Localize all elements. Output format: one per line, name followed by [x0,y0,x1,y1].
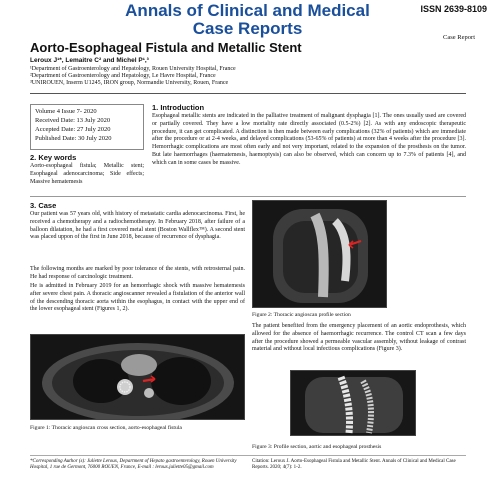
corresponding-author-note: *Corresponding Author (s): Juliette Leroux, Department of Hepato gastroenterology, Rouen University Hospital, 1 rue de Germont, 76000 ROUEN, France, E-mail : leroux.juliette05@gmail.com [30,459,237,470]
figure-3-caption: Figure 3: Profile section, aortic and esophageal prosthesis [252,444,382,450]
accepted-date: Accepted Date: 27 July 2020 [35,126,111,133]
figure-2-caption: Figure 2: Thoracic angioscan profile section [252,312,351,318]
header-divider [30,93,466,94]
article-info-box [30,104,144,150]
volume-info: Volume 4 Issue 7- 2020 [35,108,97,115]
figure-3-image [290,370,416,436]
figure-2-image [252,200,387,308]
ct-cross-section-graphic [31,335,245,420]
introduction-heading: 1. Introduction [152,103,205,112]
footer-divider [30,455,466,456]
case-heading: 3. Case [30,201,57,210]
case-paragraph-3: He is admitted in February 2019 for an hemorrhagic shock with massive hematemesis after severe chest pain. A thoracic angioscanner revealed a fistulation of the anterior wall of the descending thoracic aorta within the esophagus, in contact with the upper end of the lower esophageal stent (Figures 1, 2). [30,283,245,313]
article-type-label: Case Report [443,34,475,41]
case-paragraph-2: The following months are marked by poor tolerance of the stents, with retrosternal pain. He had response of carcinologic treatment. [30,266,245,280]
case-paragraph-1: Our patient was 57 years old, with history of metastatic cardia adenocarcinoma. First, he received a chemotherapy and a radiochemotherapy. In February 2018, after failure of a balloon dilatation, he had a first covered metal stent (Boston Wallflex™). A second stent was placed uppon of the first in June 2018, because of recurrence of dysphagia. [30,211,245,241]
author-list: Leroux J¹*, Lemaitre C² and Michel P¹,³ [30,57,149,64]
journal-title-line1: Annals of Clinical and Medical [125,1,370,20]
figure-1-caption: Figure 1: Thoracic angioscan cross section, aorto-esophageal fistula [30,425,182,431]
issn-label: ISSN 2639-8109 [420,4,487,14]
published-date: Published Date: 30 July 2020 [35,135,112,142]
ct-profile-graphic [253,201,387,308]
received-date: Received Date: 13 July 2020 [35,117,111,124]
keywords-heading: 2. Key words [30,153,77,162]
affiliation-2: ²Department of Gastroenterology and Hepatology, Le Havre Hospital, France [30,73,216,79]
keywords-text: Aorto-esophageal fistula; Metallic stent; Esophageal adenocarcinoma; Side effects; Massive hematemesis [30,163,144,185]
ct-prosthesis-graphic [291,371,416,436]
case-paragraph-4: The patient benefited from the emergency placement of an aortic endoprothesis, which allowed for the absence of haemorrhagic recurrence. The control CT scan a few days after the procedure showed a permeable vascular assembly, without leakage of contrast material and without local infectious complications (Figure 3). [252,323,466,353]
figure-1-image [30,334,245,420]
journal-title-line2: Case Reports [192,19,303,38]
section-divider [30,196,466,197]
article-title: Aorto-Esophageal Fistula and Metallic Stent [30,40,302,55]
citation-note: Citation: Leroux J. Aorto-Esophageal Fistula and Metallic Stent. Annals of Clinical and Medical Case Reports. 2020; 4(7): 1-2. [252,459,456,470]
affiliation-3: ³UNIROUEN, Inserm U1245, IRON group, Normandie University, Rouen, France [30,80,229,86]
introduction-text: Esophageal metallic stents are indicated in the palliative treatment of malignant dysphagia [1]. The ones usually used are covered or partially covered. They have a low mortality rate directly associated (0.5-2%) [2]. As with any endoscopic therapeutic procedure, it can get complicated. A distinction is then made between early complications (32% of patients) which are immediate after the procedure or at 2-4 weeks, and delayed complications (53-65% of patients) at more than 4 weeks after the procedure [3]. Hemorrhagic complications are most often early and not very important, related to the expansion of the prosthesis on the tumor. But late haemorrhages (haematemesis, haemoptysis) can also be observed, which can concern up to 7.3% of patients [4], and which can in some cases be massive. [152,113,466,166]
affiliation-1: ¹Department of Gastroenterology and Hepatology, Rouen University Hospital, France [30,66,236,72]
